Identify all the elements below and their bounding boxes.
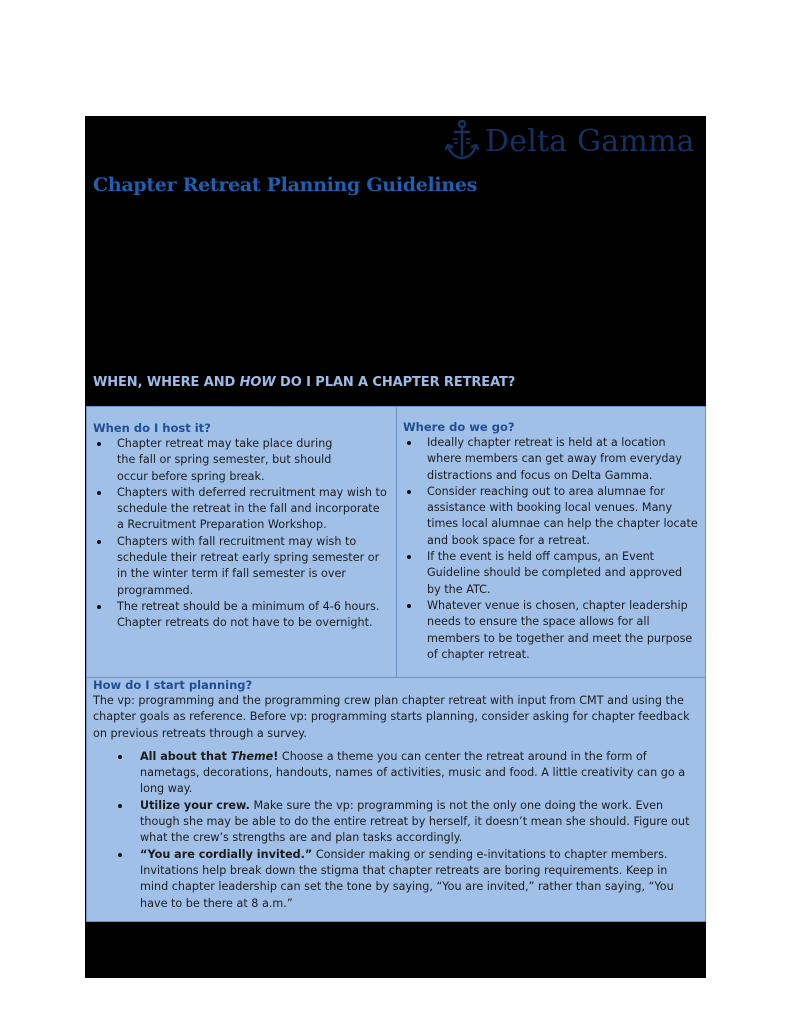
list-item: Chapters with fall recruitment may wish to schedule their retreat early spring semester or in the winter term if fall semester is over programmed. [93, 534, 389, 599]
tip-lead-emphasis: Theme [230, 749, 274, 763]
list-item: If the event is held off campus, an Event Guideline should be completed and approved by the ATC. [403, 549, 699, 598]
document-title: Chapter Retreat Planning Guidelines [93, 174, 478, 196]
when-column [93, 420, 389, 632]
tip-lead-text: All about that [140, 749, 231, 763]
when-list [93, 436, 389, 632]
how-section [93, 678, 697, 912]
section-heading-emphasis: HOW [239, 375, 276, 390]
column-divider [396, 407, 397, 677]
how-intro: The vp: programming and the programming crew plan chapter retreat with input from CMT and using the chapter goals as reference. Before vp: programming starts planning, consider asking for chapter feedback on previous retreats through a survey. [93, 694, 690, 740]
tip-body: Choose a theme you can center the retreat around in the form of nametags, decorations, handouts, names of activities, music and food. A little creativity can go a long way. [140, 749, 686, 796]
when-heading: When do I host it? [93, 421, 211, 435]
how-heading: How do I start planning? [93, 678, 253, 692]
list-item: Whatever venue is chosen, chapter leadership needs to ensure the space allows for all members to be together and meet the purpose of chapter retreat. [403, 598, 699, 663]
where-list [403, 435, 699, 663]
list-item [93, 749, 697, 798]
logo-wordmark: Delta Gamma [485, 123, 695, 159]
list-item: The retreat should be a minimum of 4-6 hours. Chapter retreats do not have to be overnight. [93, 599, 389, 632]
list-item [93, 847, 697, 912]
list-item: Consider reaching out to area alumnae for assistance with booking local venues. Many times local alumnae can help the chapter locate and book space for a retreat. [403, 484, 699, 549]
list-item: Ideally chapter retreat is held at a location where members can get away from everyday distractions and focus on Delta Gamma. [403, 435, 699, 484]
anchor-icon [445, 119, 479, 163]
tip-body: Consider making or sending e-invitations to chapter members. Invitations help break down the stigma that chapter retreats are boring requirements. Keep in mind chapter leadership can set the tone by saying, “You are invited,” rather than saying, “You have to be there at 8 a.m.” [140, 847, 674, 910]
section-heading [93, 375, 515, 390]
tip-lead [140, 750, 278, 763]
list-item [93, 798, 697, 847]
tip-body: Make sure the vp: programming is not the only one doing the work. Even though she may be able to do the entire retreat by herself, it doesn’t mean she should. Figure out what the crew’s strengths are and plan tasks accordingly. [140, 798, 690, 845]
list-item: Chapter retreat may take place during the fall or spring semester, but should occur before spring break. [93, 436, 389, 485]
section-heading-part-2: DO I PLAN A CHAPTER RETREAT? [275, 375, 516, 390]
tip-lead: Utilize your crew. [140, 798, 250, 812]
where-column [403, 419, 699, 663]
how-tips-list [93, 749, 697, 912]
section-heading-part-1: WHEN, WHERE AND [93, 375, 240, 390]
where-heading: Where do we go? [403, 420, 515, 434]
delta-gamma-logo [445, 118, 695, 164]
list-item: Chapters with deferred recruitment may wish to schedule the retreat in the fall and incorporate a Recruitment Preparation Workshop. [93, 485, 389, 534]
tip-lead: “You are cordially invited.” [140, 847, 313, 861]
tip-lead-end: ! [273, 749, 279, 763]
